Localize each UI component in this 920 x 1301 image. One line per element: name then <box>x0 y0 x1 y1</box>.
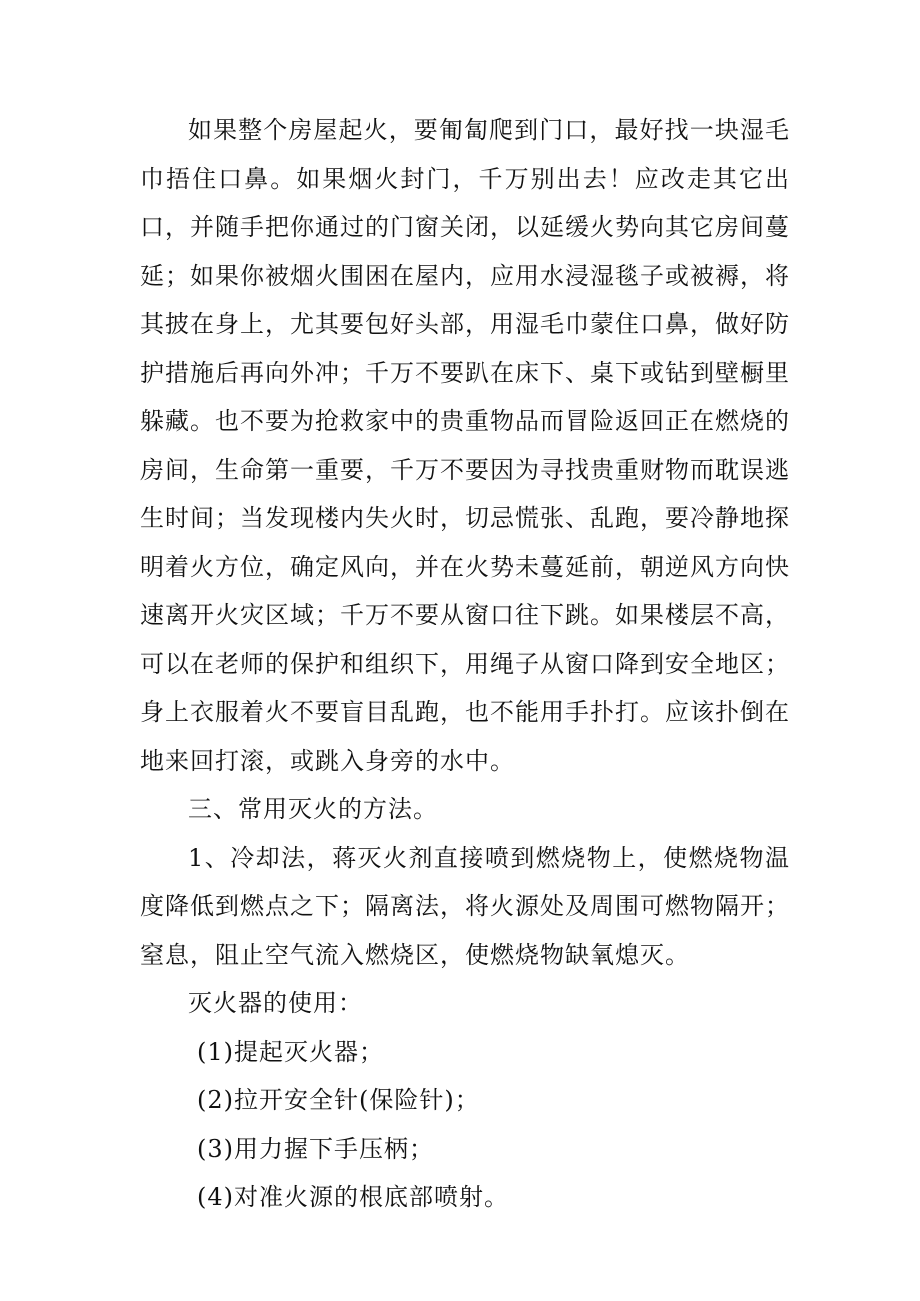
step-item: (2)拉开安全针(保险针)； <box>197 1086 480 1114</box>
step-item: (1)提起灭火器； <box>197 1037 384 1066</box>
section-heading-extinguishing: 三、常用灭火的方法。 <box>188 795 438 823</box>
paragraph-escape-advice: 如果整个房屋起火，要匍匐爬到门口，最好找一块湿毛巾捂住口鼻。如果烟火封门，千万别出去！应改走其它出口，并随手把你通过的门窗关闭，以延缓火势向其它房间蔓延；如果你被烟火围困在屋内，应用水浸湿毯子或被褥，将其披在身上，尤其要包好头部，用湿毛巾蒙住口鼻，做好防护措施后再向外冲；千万不要趴在床下、桌下或钻到壁橱里躲藏。也不要为抢救家中的贵重物品而冒险返回正在燃烧的房间，生命第一重要，千万不要因为寻找贵重财物而耽误逃生时间；当发现楼内失火时，切忌慌张、乱跑，要冷静地探明着火方位，确定风向，并在火势未蔓延前，朝逆风方向快速离开火灾区域；千万不要从窗口往下跳。如果楼层不高，可以在老师的保护和组织下，用绳子从窗口降到安全地区；身上衣服着火不要盲目乱跑，也不能用手扑打。应该扑倒在地来回打滚，或跳入身旁的水中。 <box>140 116 790 775</box>
paragraph-extinguishing-methods: 1、冷却法，蒋灭火剂直接喷到燃烧物上，使燃烧物温度降低到燃点之下；隔离法，将火源处及周围可燃物隔开；窒息，阻止空气流入燃烧区，使燃烧物缺氧熄灭。 <box>140 843 790 969</box>
step-item: (4)对准火源的根底部喷射。 <box>197 1183 509 1211</box>
extinguisher-usage-heading: 灭火器的使用： <box>188 989 363 1017</box>
step-item: (3)用力握下手压柄； <box>197 1134 434 1163</box>
document-body <box>140 106 790 1222</box>
